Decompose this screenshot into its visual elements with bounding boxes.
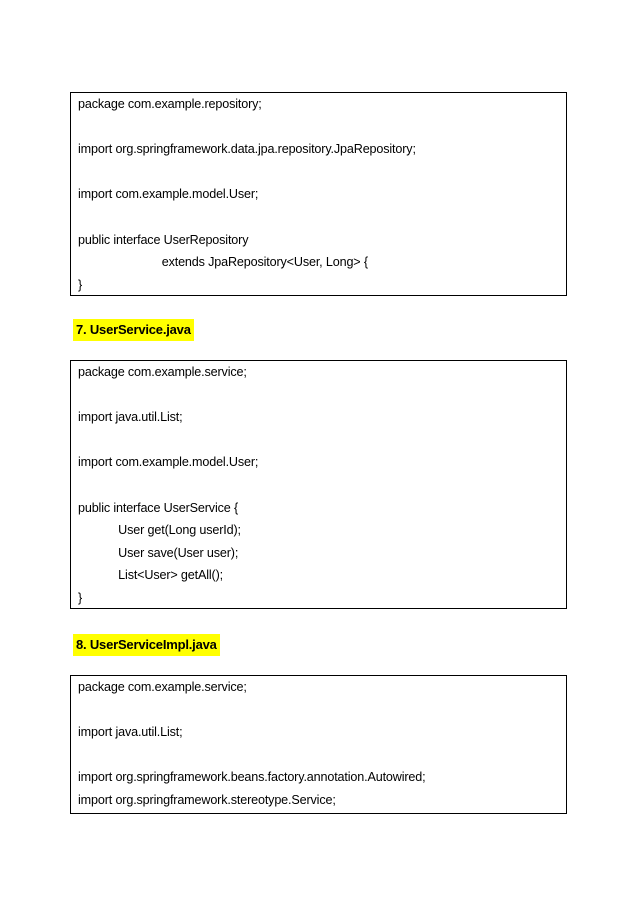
code-line: package com.example.repository;	[78, 97, 262, 111]
code-line	[78, 744, 566, 767]
code-line: User save(User user);	[78, 545, 239, 560]
code-line: import com.example.model.User;	[78, 455, 259, 470]
code-line: import java.util.List;	[78, 410, 183, 425]
code-block-user-repository	[70, 92, 567, 296]
code-line	[78, 116, 566, 139]
code-line: import org.springframework.data.jpa.repository.JpaRepository;	[78, 142, 416, 157]
code-line: public interface UserRepository	[78, 232, 249, 247]
code-line: import java.util.List;	[78, 725, 183, 740]
section-heading-user-service-impl: 8. UserServiceImpl.java	[73, 634, 220, 656]
code-line: }	[78, 590, 83, 605]
code-line	[78, 699, 566, 722]
code-line: package com.example.service;	[78, 680, 247, 694]
code-line: public interface UserService {	[78, 500, 238, 515]
code-line	[78, 474, 566, 497]
code-line: }	[78, 277, 83, 292]
code-line	[78, 161, 566, 184]
code-line: import org.springframework.stereotype.Service;	[78, 792, 336, 807]
code-line: package com.example.service;	[78, 365, 247, 379]
code-block-user-service-impl	[70, 675, 567, 814]
code-line: User get(Long userId);	[78, 523, 241, 538]
code-line: List<User> getAll();	[78, 568, 223, 583]
section-heading-user-service: 7. UserService.java	[73, 319, 194, 341]
code-line: import org.springframework.beans.factory.annotation.Autowired;	[78, 770, 426, 785]
code-line	[78, 384, 566, 407]
code-line	[78, 429, 566, 452]
code-block-user-service	[70, 360, 567, 609]
code-line: import com.example.model.User;	[78, 187, 259, 202]
code-line: extends JpaRepository<User, Long> {	[78, 255, 368, 270]
code-line	[78, 206, 566, 229]
